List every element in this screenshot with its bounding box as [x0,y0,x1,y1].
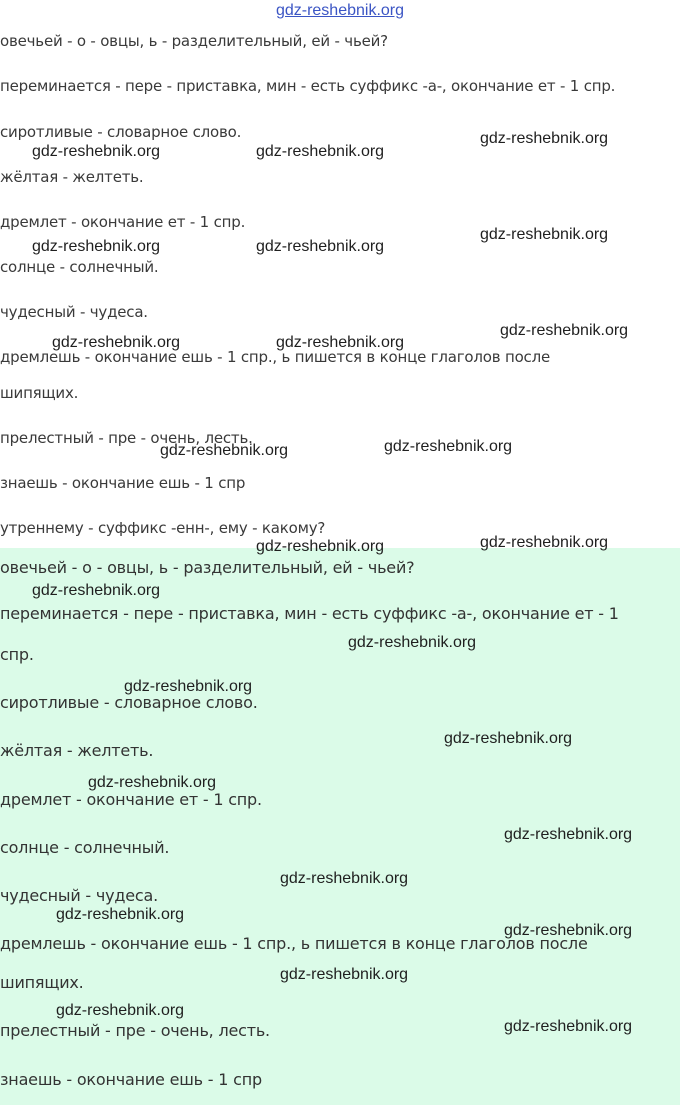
text-line: прелестный - пре - очень, лесть. [0,1021,270,1040]
watermark: gdz-reshebnik.org [384,438,513,455]
watermark: gdz-reshebnik.org [280,966,409,983]
watermark: gdz-reshebnik.org [32,238,161,255]
text-line: чудесный - чудеса. [0,886,158,905]
text-line: спр. [0,645,34,664]
watermark: gdz-reshebnik.org [504,826,633,843]
answer-block-bottom [0,548,680,1105]
watermark: gdz-reshebnik.org [52,334,181,351]
watermark: gdz-reshebnik.org [444,730,573,747]
text-line: овечьей - о - овцы, ь - разделительный, ей - чьей? [0,558,415,577]
site-link[interactable]: gdz-reshebnik.org [275,2,405,19]
text-line: сиротливые - словарное слово. [0,123,242,141]
watermark: gdz-reshebnik.org [480,130,609,147]
watermark: gdz-reshebnik.org [280,870,409,887]
text-line: дремлет - окончание ет - 1 спр. [0,213,246,231]
watermark: gdz-reshebnik.org [160,442,289,459]
watermark: gdz-reshebnik.org [276,334,405,351]
text-line: шипящих. [0,384,79,402]
text-line: знаешь - окончание ешь - 1 спр [0,474,246,492]
watermark: gdz-reshebnik.org [256,143,385,160]
text-line: солнце - солнечный. [0,258,159,276]
watermark: gdz-reshebnik.org [124,678,253,695]
answer-block-top [0,28,680,548]
text-line: жёлтая - желтеть. [0,741,154,760]
watermark: gdz-reshebnik.org [56,1002,185,1019]
watermark: gdz-reshebnik.org [32,582,161,599]
watermark: gdz-reshebnik.org [256,538,385,555]
watermark: gdz-reshebnik.org [504,922,633,939]
text-line: жёлтая - желтеть. [0,168,144,186]
watermark: gdz-reshebnik.org [88,774,217,791]
text-line: знаешь - окончание ешь - 1 спр [0,1070,262,1089]
watermark: gdz-reshebnik.org [256,238,385,255]
text-line: сиротливые - словарное слово. [0,693,258,712]
text-line: дремлет - окончание ет - 1 спр. [0,790,262,809]
text-line: шипящих. [0,973,84,992]
text-line: овечьей - о - овцы, ь - разделительный, ей - чьей? [0,32,388,50]
watermark: gdz-reshebnik.org [500,322,629,339]
watermark: gdz-reshebnik.org [56,906,185,923]
watermark: gdz-reshebnik.org [32,143,161,160]
watermark: gdz-reshebnik.org [348,634,477,651]
watermark: gdz-reshebnik.org [480,534,609,551]
text-line: чудесный - чудеса. [0,303,148,321]
watermark: gdz-reshebnik.org [504,1018,633,1035]
text-line: прелестный - пре - очень, лесть. [0,429,253,447]
watermark: gdz-reshebnik.org [480,226,609,243]
text-line: дремлешь - окончание ешь - 1 спр., ь пишется в конце глаголов после [0,934,588,953]
text-line: дремлешь - окончание ешь - 1 спр., ь пишется в конце глаголов после [0,348,551,366]
site-header [0,0,680,28]
text-line: переминается - пере - приставка, мин - есть суффикс -а-, окончание ет - 1 [0,604,619,623]
text-line: солнце - солнечный. [0,838,170,857]
text-line: утреннему - суффикс -енн-, ему - какому? [0,519,326,537]
text-line: переминается - пере - приставка, мин - есть суффикс -а-, окончание ет - 1 спр. [0,77,616,95]
